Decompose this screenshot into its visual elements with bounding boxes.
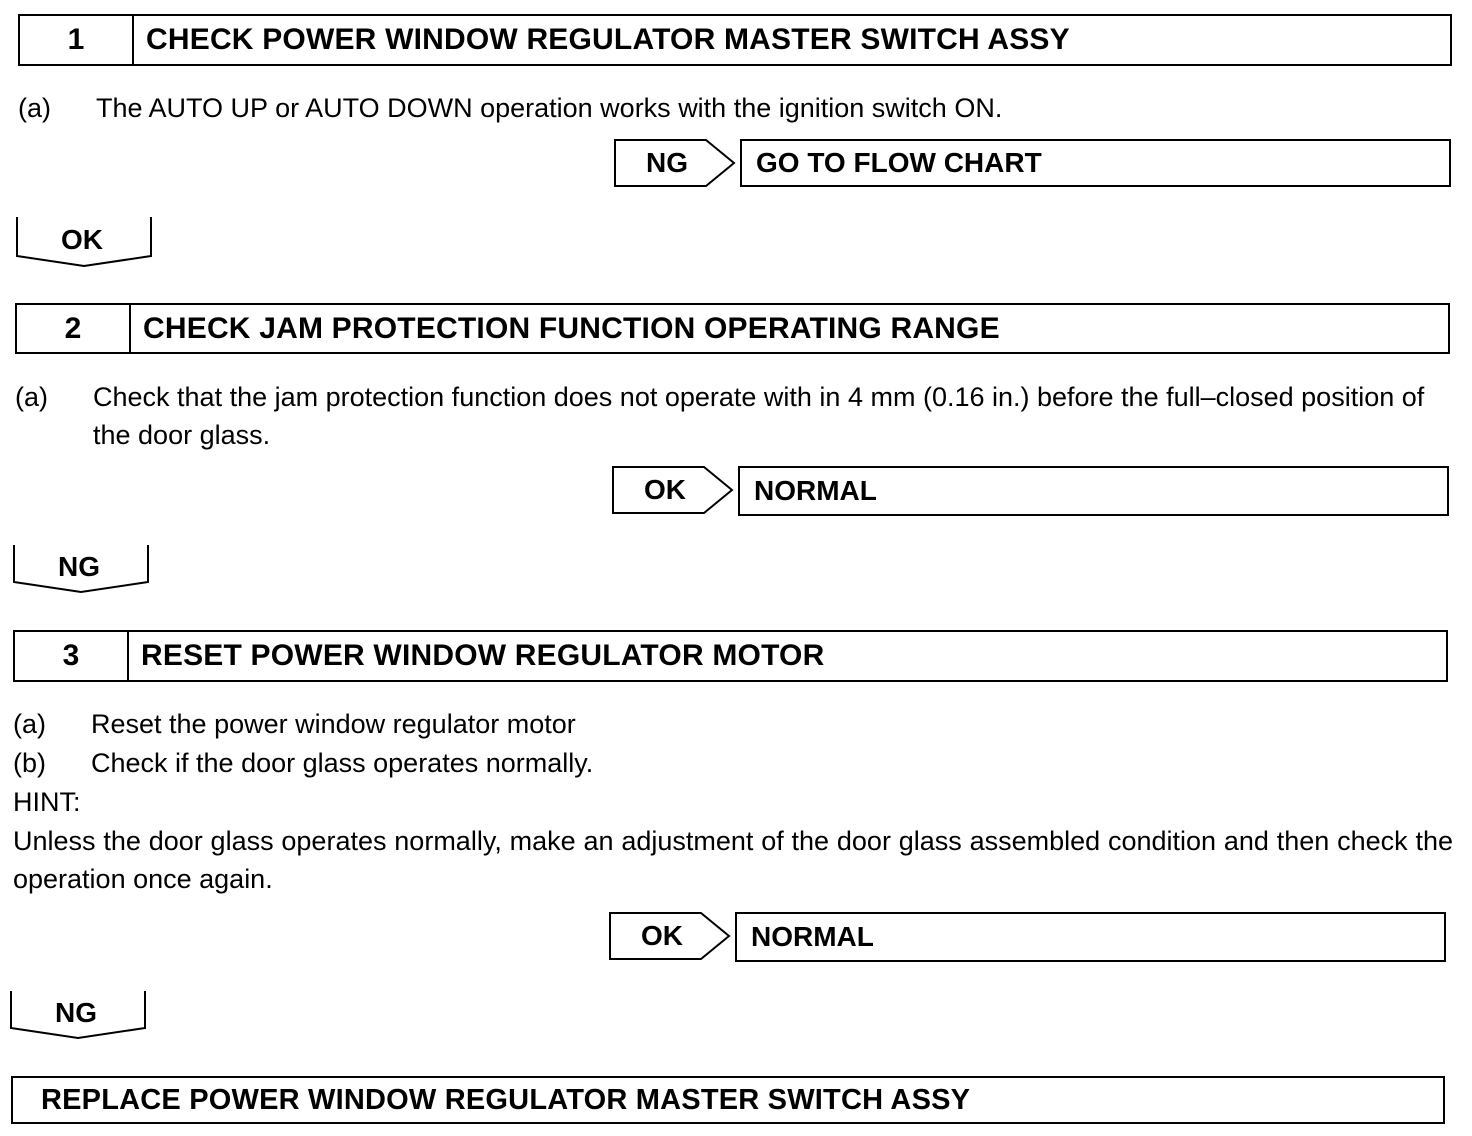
step-3-branch-result: NORMAL bbox=[735, 912, 1446, 962]
step-1-header bbox=[18, 14, 1452, 66]
item-label: (a) bbox=[18, 93, 51, 123]
final-action-title: REPLACE POWER WINDOW REGULATOR MASTER SWITCH ASSY bbox=[41, 1083, 971, 1116]
step-3-branch-tag: OK bbox=[641, 920, 683, 951]
step-1-title: CHECK POWER WINDOW REGULATOR MASTER SWITCH ASSY bbox=[146, 23, 1070, 56]
step-1-branch-result: GO TO FLOW CHART bbox=[740, 139, 1451, 187]
step-3-number: 3 bbox=[15, 632, 129, 680]
step-2-header bbox=[15, 303, 1450, 354]
step-2-item-a bbox=[15, 378, 1455, 454]
item-label: (a) bbox=[15, 382, 48, 412]
item-label: (b) bbox=[13, 748, 46, 778]
final-action-box bbox=[11, 1076, 1445, 1124]
item-text: Reset the power window regulator motor bbox=[91, 709, 576, 739]
step-3-item-a bbox=[13, 705, 1453, 743]
step-1-branch-tag: NG bbox=[646, 147, 688, 178]
item-text: Check that the jam protection function does not operate with in 4 mm (0.16 in.) before the full–closed position of the door glass. bbox=[93, 382, 1425, 450]
step-3-header bbox=[13, 630, 1448, 682]
step-2-number: 2 bbox=[17, 305, 131, 352]
hint-text: Unless the door glass operates normally, make an adjustment of the door glass assembled condition and then check the operation once again. bbox=[13, 826, 1453, 894]
item-text: The AUTO UP or AUTO DOWN operation works with the ignition switch ON. bbox=[96, 93, 1003, 123]
item-text: Check if the door glass operates normally. bbox=[91, 748, 594, 778]
step-2-continue-label: NG bbox=[58, 551, 100, 582]
item-label: (a) bbox=[13, 709, 46, 739]
step-1-number: 1 bbox=[20, 16, 134, 64]
step-3-continue-label: NG bbox=[55, 997, 97, 1028]
step-1-continue-label: OK bbox=[61, 224, 103, 255]
step-2-branch-result: NORMAL bbox=[738, 466, 1449, 516]
step-2-title: CHECK JAM PROTECTION FUNCTION OPERATING RANGE bbox=[143, 311, 1000, 345]
step-3-item-b bbox=[13, 744, 1453, 782]
step-2-branch-tag: OK bbox=[644, 474, 686, 505]
hint-label: HINT: bbox=[13, 787, 81, 817]
step-1-item-a bbox=[18, 89, 1452, 127]
step-3-title: RESET POWER WINDOW REGULATOR MOTOR bbox=[141, 639, 825, 672]
